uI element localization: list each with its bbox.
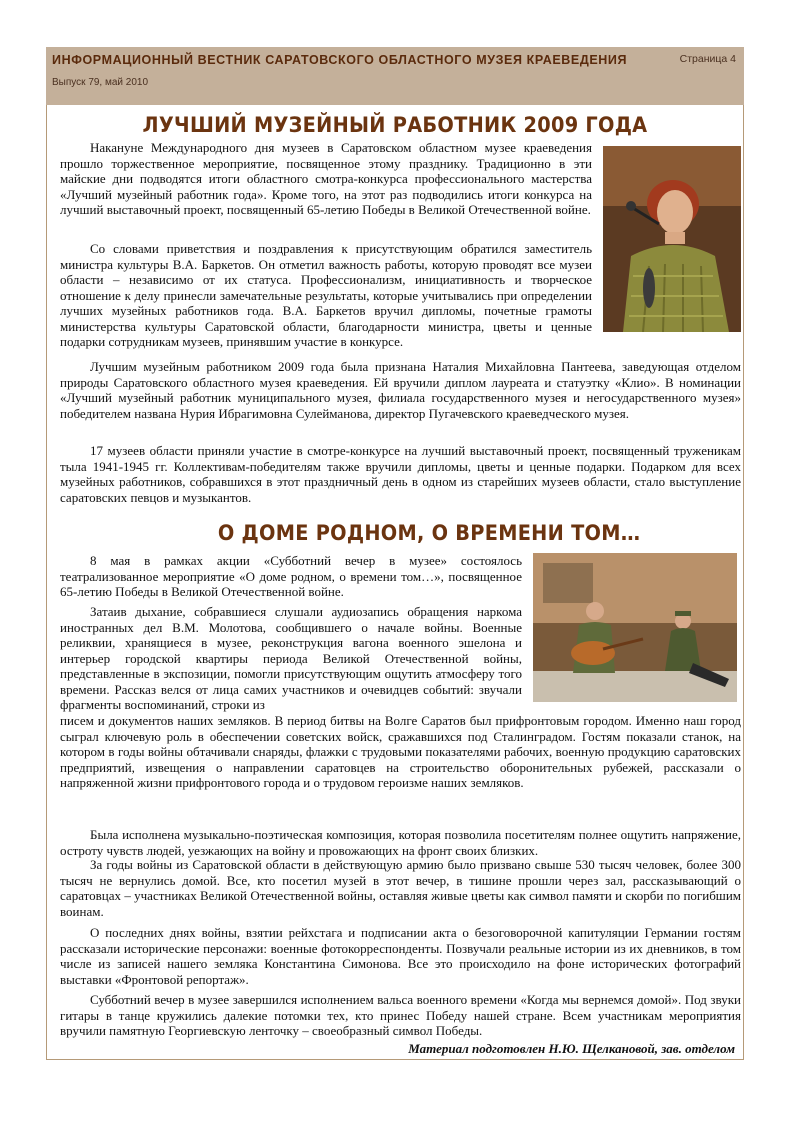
article2-paragraph-1: 8 мая в рамках акции «Субботний вечер в музее» состоялось театрализованное мероприятие «О доме родном, о времени том…», посвященное 65-летию Победы в Великой Отечественной войне. [60, 553, 522, 599]
article1-paragraph-3: Лучшим музейным работником 2009 года была признана Наталия Михайловна Пантеева, заведующая отделом природы Саратовского областного музея краеведения. Ей вручили диплом лауреата и статуэтку «Клио». В номинации «Лучший музейный работник муниципального музея, филиала государственного музея и негосударственного музея» победителем названа Нурия Ибрагимовна Сулейманова, директор Пугачевского краеведческого музея. [60, 359, 741, 421]
article2-paragraph-3: Была исполнена музыкально-поэтическая композиция, которая позволила посетителям полнее ощутить напряжение, остроту чувств людей, уезжающих на войну и провожающих на фронт своих близких. [60, 827, 741, 858]
newsletter-header [46, 47, 744, 105]
article2-paragraph-2-start: Затаив дыхание, собравшиеся слушали аудиозапись обращения наркома иностранных дел В.М. Молотова, сообщившего о начале войны. Военные реликвии, хранящиеся в музее, реконструкция вагона военного эшелона и интерьер городской квартиры периода Великой Отечественной войны, представленные в экспозиции, помогли присутствующим ощутить атмосферу того времени. Рассказ велся от лица самих участников и очевидцев событий: звучали фрагменты воспоминаний, строки из [60, 604, 522, 712]
article2-paragraph-6: Субботний вечер в музее завершился исполнением вальса военного времени «Когда мы вернемся домой». Под звуки гитары в танце кружились далекие потомки тех, кто принес Победу нашей стране. Всем участникам мероприятия вручили памятную Георгиевскую ленточку – своеобразный символ Победы. [60, 992, 741, 1038]
newsletter-title: ИНФОРМАЦИОННЫЙ ВЕСТНИК САРАТОВСКОГО ОБЛАСТНОГО МУЗЕЯ КРАЕВЕДЕНИЯ [52, 53, 628, 67]
article1-paragraph-2: Со словами приветствия и поздравления к присутствующим обратился заместитель министра культуры В.А. Баркетов. Он отметил важность работы, которую проводят все музеи области – независимо от их статуса. Профессионализм, инициативность и творческое отношение к делу принесли замечательные результаты, которые учитывались при определении лучших музейных работников года. В.А. Баркетов вручил дипломы, почетные грамоты министерства культуры Саратовской области, благодарности министра, цветы и ценные подарки сотрудникам музеев, принявшим участие в конкурсе. [60, 241, 592, 349]
author-byline: Материал подготовлен Н.Ю. Щелкановой, зав. отделом [408, 1041, 735, 1056]
article1-paragraph-4: 17 музеев области приняли участие в смотре-конкурсе на лучший выставочный проект, посвященный труженикам тыла 1941-1945 гг. Коллективам-победителям также вручили дипломы, цветы и ценные подарки. Подарком для всех музейных работников, собравшихся в этот праздничный день в одном из старейших музеев области, стало выступление саратовских певцов и музыкантов. [60, 443, 741, 505]
photo-performers-with-guitar [533, 553, 737, 702]
photo-speaker-at-microphone [603, 146, 741, 332]
article2-headline: О ДОМЕ РОДНОМ, О ВРЕМЕНИ ТОМ… [217, 521, 641, 545]
page-number: Страница 4 [679, 53, 736, 65]
issue-label: Выпуск 79, май 2010 [52, 77, 149, 88]
article2-paragraph-4: За годы войны из Саратовской области в действующую армию было призвано свыше 530 тысяч человек, более 300 тысяч не вернулись домой. Все, кто посетил музей в этот вечер, в тишине прошли через зал, рассказывающий о саратовцах – участниках Великой Отечественной войны, оставляя живые цветы как символ памяти и скорби по погибшим воинам. [60, 857, 741, 919]
article1-paragraph-1: Накануне Международного дня музеев в Саратовском областном музее краеведения прошло торжественное мероприятие, посвященное этому празднику. Традиционно в эти майские дни подводятся итоги областного смотра-конкурса профессионального мастерства «Лучший музейный работник года». Кроме того, на этот раз подводились итоги конкурса на лучший выставочный проект, посвященный 65-летию Победы в Великой Отечественной войне. [60, 140, 592, 217]
article2-paragraph-2-continued: писем и документов наших земляков. В период битвы на Волге Саратов был прифронтовым городом. Именно наш город сыграл ключевую роль в обеспечении советских войск, сражавшихся под Сталинградом. Гостям показали станок, на котором в годы войны обтачивали снаряды, флажки с трудовыми показателями рабочих, военную продукцию саратовских предприятий, извещения о направлении саратовцев на строительство оборонительных рубежей, рассказали о напряженной жизни прифронтового города и о трудовом героизме наших земляков. [60, 713, 741, 790]
article1-headline: ЛУЧШИЙ МУЗЕЙНЫЙ РАБОТНИК 2009 ГОДА [142, 113, 648, 137]
article2-paragraph-5: О последних днях войны, взятии рейхстага и подписании акта о безоговорочной капитуляции Германии гостям рассказали исторические персонажи: военные фотокорреспонденты. Позвучали реальные истории из их дневников, в том числе из записей нашего земляка Константина Симонова. Все это происходило на фоне исторических фотографий выставки «Фронтовой репортаж». [60, 925, 741, 987]
